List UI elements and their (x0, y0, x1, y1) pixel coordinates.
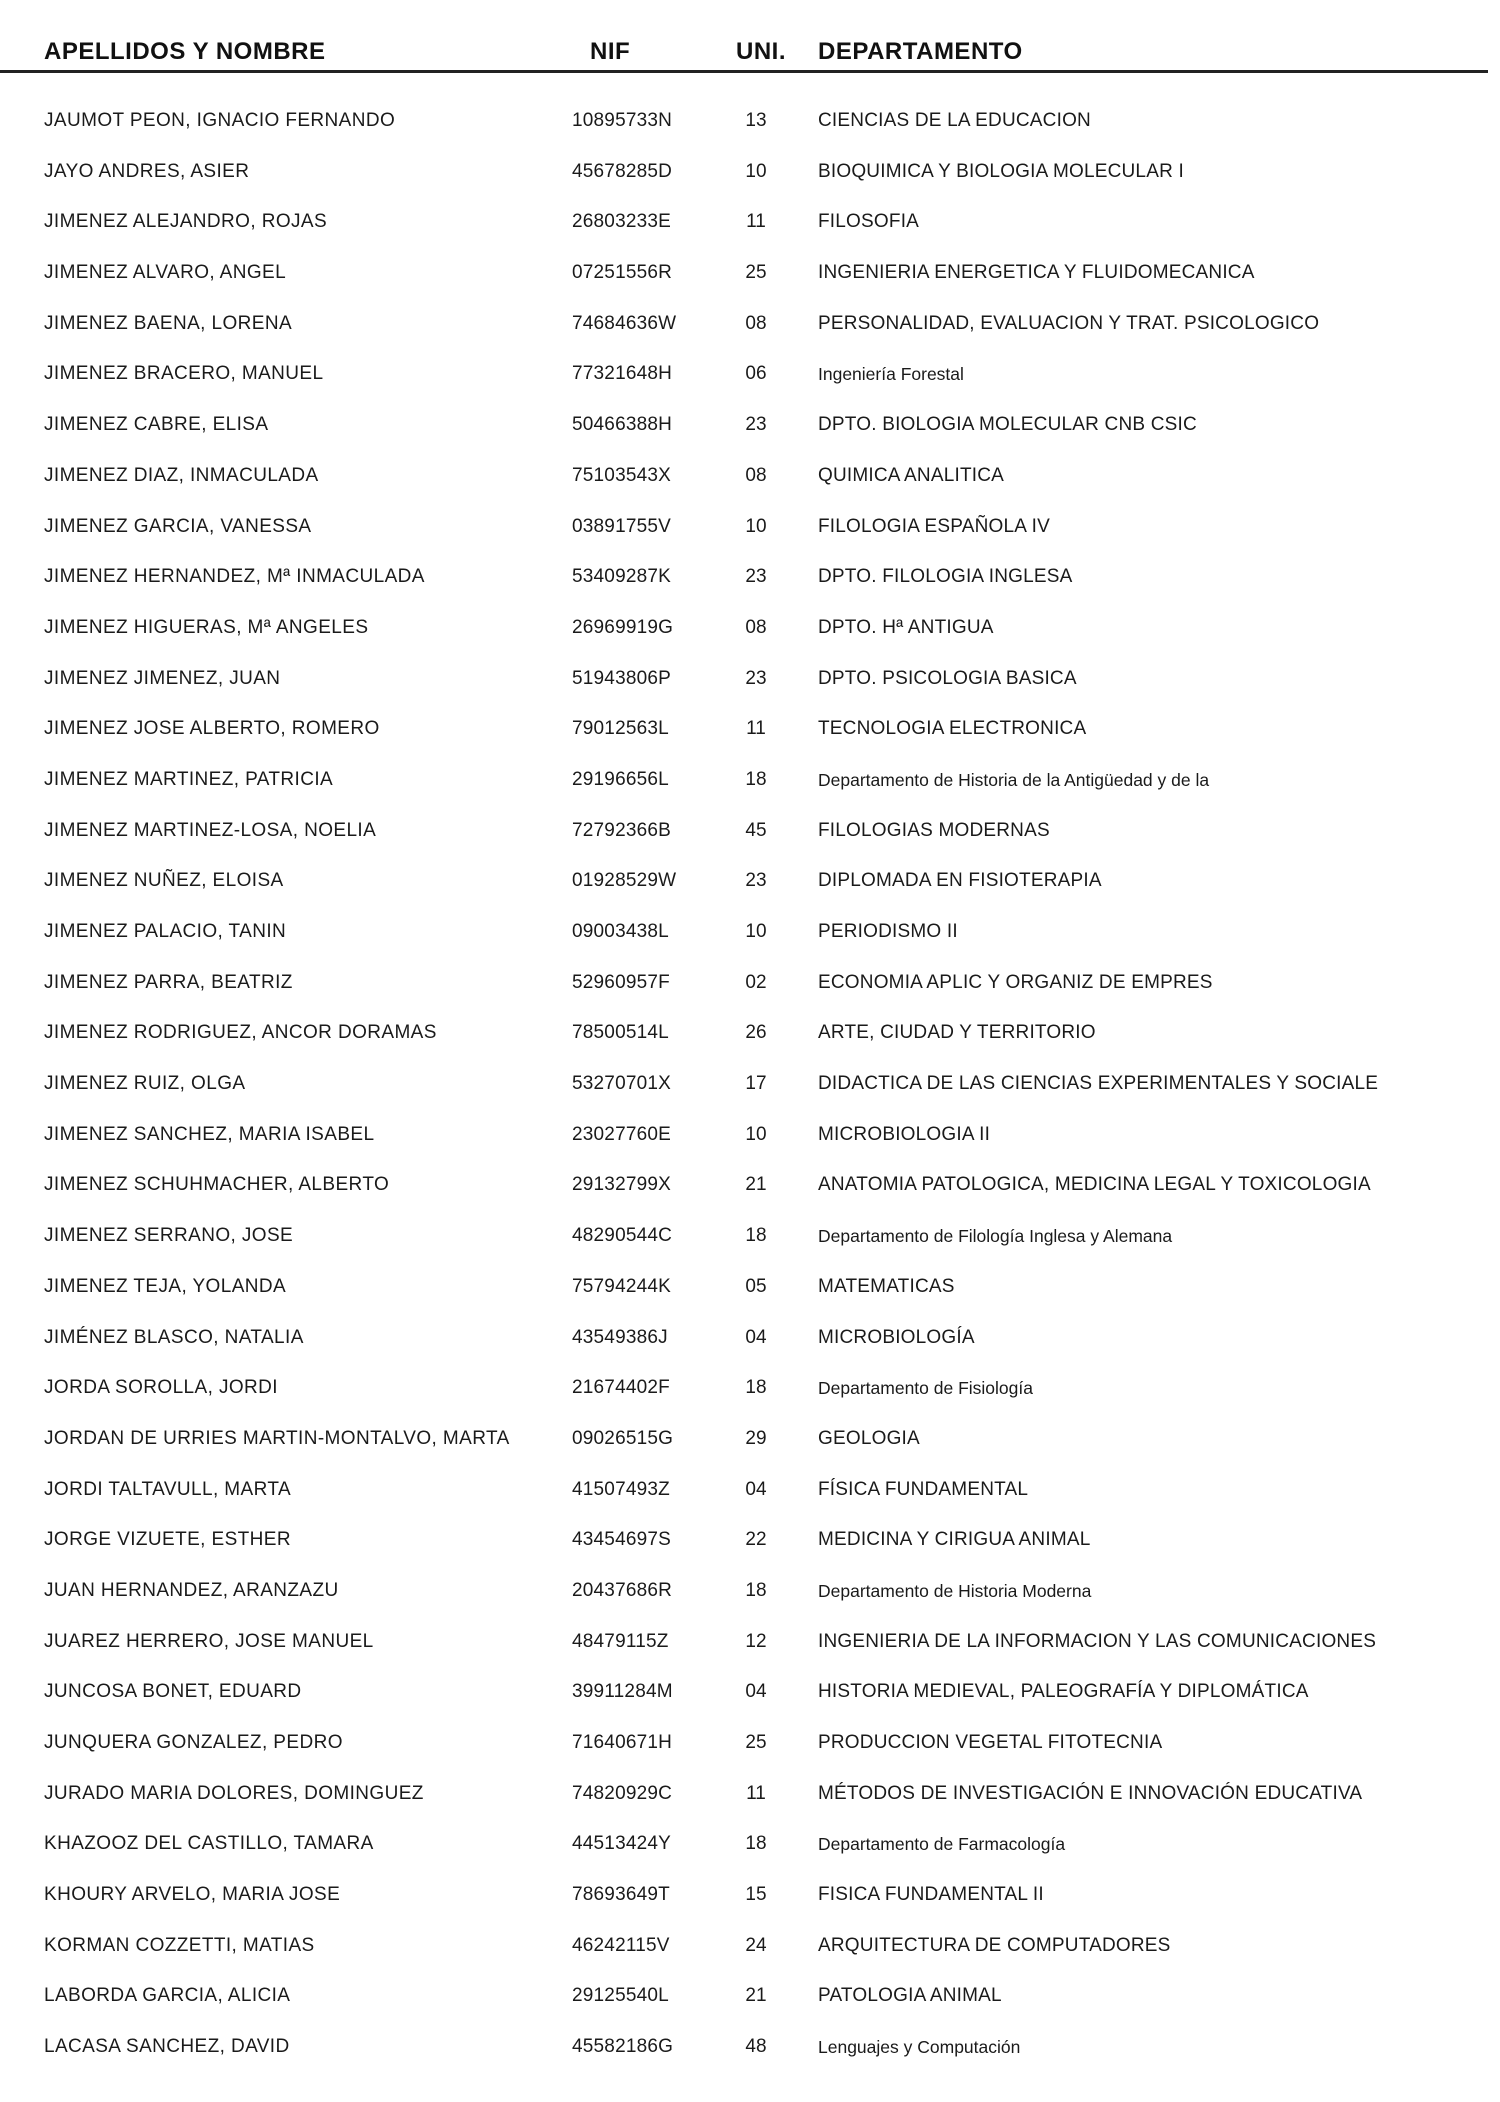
row-departamento: PRODUCCION VEGETAL FITOTECNIA (818, 1732, 1163, 1753)
table-row (0, 1317, 1500, 1368)
header-departamento: DEPARTAMENTO (818, 38, 1023, 65)
row-uni: 04 (745, 1478, 767, 1500)
row-name: JIMENEZ JOSE ALBERTO, ROMERO (44, 718, 380, 740)
row-nif: 45678285D (572, 160, 673, 182)
row-name: JIMENEZ SANCHEZ, MARIA ISABEL (44, 1123, 375, 1145)
table-row (0, 1266, 1500, 1317)
row-nif: 51943806P (572, 667, 672, 689)
row-departamento: FILOLOGIAS MODERNAS (818, 819, 1050, 841)
row-name: JIMENEZ HERNANDEZ, Mª INMACULADA (44, 566, 425, 588)
table-row (0, 607, 1500, 658)
row-departamento: HISTORIA MEDIEVAL, PALEOGRAFÍA Y DIPLOMÁTICA (818, 1681, 1309, 1703)
row-name: JORGE VIZUETE, ESTHER (44, 1529, 291, 1551)
row-name: JIMENEZ PARRA, BEATRIZ (44, 971, 293, 993)
table-row (0, 759, 1500, 810)
table-row (0, 810, 1500, 861)
table-row (0, 151, 1500, 202)
table-row (0, 860, 1500, 911)
row-departamento: Lenguajes y Computación (818, 2037, 1021, 2058)
row-nif: 79012563L (572, 718, 669, 740)
row-name: JORDAN DE URRIES MARTIN-MONTALVO, MARTA (44, 1427, 510, 1449)
header-uni: UNI. (736, 38, 786, 65)
row-nif: 07251556R (572, 262, 673, 284)
row-nif: 01928529W (572, 870, 677, 892)
row-name: JIMENEZ BRACERO, MANUEL (44, 363, 324, 385)
row-departamento: ARTE, CIUDAD Y TERRITORIO (818, 1022, 1096, 1044)
row-uni: 21 (745, 1985, 767, 2007)
header-nif: NIF (590, 38, 631, 65)
table-row (0, 1722, 1500, 1773)
row-name: JIMENEZ BAENA, LORENA (44, 312, 293, 334)
row-name: JORDI TALTAVULL, MARTA (44, 1478, 292, 1500)
row-nif: 71640671H (572, 1732, 673, 1753)
row-nif: 75794244K (572, 1275, 672, 1297)
row-name: LACASA SANCHEZ, DAVID (44, 2036, 290, 2058)
row-name: JURADO MARIA DOLORES, DOMINGUEZ (44, 1782, 424, 1804)
row-departamento: FISICA FUNDAMENTAL II (818, 1884, 1044, 1906)
table-row (0, 1621, 1500, 1672)
row-name: JIMENEZ PALACIO, TANIN (44, 921, 287, 942)
row-nif: 03891755V (572, 515, 672, 537)
table-row (0, 1570, 1500, 1621)
row-nif: 26969919G (572, 616, 674, 638)
row-uni: 05 (745, 1275, 767, 1297)
row-departamento: ECONOMIA APLIC Y ORGANIZ DE EMPRES (818, 971, 1213, 993)
table-row (0, 353, 1500, 404)
row-uni: 25 (745, 262, 767, 284)
row-nif: 23027760E (572, 1123, 672, 1145)
table-row (0, 1012, 1500, 1063)
row-name: JAUMOT PEON, IGNACIO FERNANDO (44, 110, 396, 131)
row-name: JIMÉNEZ BLASCO, NATALIA (44, 1326, 304, 1348)
table-row (0, 1164, 1500, 1215)
table-row (0, 455, 1500, 506)
row-departamento: GEOLOGIA (818, 1427, 920, 1449)
table-row (0, 100, 1500, 151)
table-row (0, 556, 1500, 607)
row-name: JIMENEZ NUÑEZ, ELOISA (44, 870, 284, 892)
table-row (0, 1773, 1500, 1824)
row-nif: 29132799X (572, 1174, 672, 1196)
row-departamento: FÍSICA FUNDAMENTAL (818, 1478, 1029, 1500)
row-uni: 04 (745, 1326, 767, 1348)
row-departamento: PERIODISMO II (818, 921, 958, 942)
table-row (0, 658, 1500, 709)
row-uni: 10 (745, 1123, 767, 1145)
table-row (0, 2026, 1500, 2077)
row-nif: 41507493Z (572, 1478, 670, 1500)
row-departamento: FILOLOGIA ESPAÑOLA IV (818, 515, 1050, 537)
row-uni: 45 (745, 819, 767, 841)
table-row (0, 1114, 1500, 1165)
row-departamento: Departamento de Farmacología (818, 1834, 1066, 1855)
table-row (0, 1063, 1500, 1114)
row-nif: 43549386J (572, 1326, 668, 1348)
row-departamento: MÉTODOS DE INVESTIGACIÓN E INNOVACIÓN EDUCATIVA (818, 1782, 1363, 1804)
row-name: JAYO ANDRES, ASIER (44, 160, 250, 182)
table-row (0, 1823, 1500, 1874)
row-nif: 10895733N (572, 110, 673, 131)
row-uni: 08 (745, 312, 767, 334)
row-uni: 29 (745, 1427, 767, 1449)
row-name: KHOURY ARVELO, MARIA JOSE (44, 1884, 341, 1906)
row-uni: 08 (745, 464, 767, 486)
row-name: JIMENEZ CABRE, ELISA (44, 414, 269, 436)
row-departamento: DIDACTICA DE LAS CIENCIAS EXPERIMENTALES Y SOCIALE (818, 1073, 1379, 1095)
row-uni: 10 (745, 921, 767, 942)
row-nif: 39911284M (572, 1681, 673, 1703)
row-departamento: MICROBIOLOGÍA (818, 1326, 975, 1348)
row-nif: 74820929C (572, 1782, 673, 1804)
row-departamento: Ingeniería Forestal (818, 364, 964, 385)
row-name: JIMENEZ RUIZ, OLGA (44, 1073, 246, 1095)
row-uni: 10 (745, 515, 767, 537)
row-nif: 48290544C (572, 1225, 673, 1247)
row-nif: 29125540L (572, 1985, 669, 2007)
row-departamento: CIENCIAS DE LA EDUCACION (818, 110, 1091, 131)
row-departamento: BIOQUIMICA Y BIOLOGIA MOLECULAR I (818, 160, 1184, 182)
row-uni: 18 (745, 1833, 767, 1855)
row-uni: 23 (745, 414, 767, 436)
row-uni: 02 (745, 971, 767, 993)
row-uni: 48 (745, 2036, 767, 2058)
table-row (0, 1215, 1500, 1266)
row-nif: 78500514L (572, 1022, 669, 1044)
row-nif: 50466388H (572, 414, 673, 436)
row-nif: 20437686R (572, 1579, 673, 1601)
table-row (0, 1519, 1500, 1570)
row-nif: 29196656L (572, 768, 669, 790)
row-departamento: ANATOMIA PATOLOGICA, MEDICINA LEGAL Y TOXICOLOGIA (818, 1174, 1371, 1196)
row-departamento: DPTO. Hª ANTIGUA (818, 616, 994, 638)
table-row (0, 252, 1500, 303)
table-body (0, 100, 1500, 2077)
row-name: JIMENEZ RODRIGUEZ, ANCOR DORAMAS (44, 1022, 437, 1044)
row-name: JIMENEZ TEJA, YOLANDA (44, 1275, 287, 1297)
row-nif: 43454697S (572, 1529, 672, 1551)
row-nif: 75103543X (572, 464, 672, 486)
row-uni: 10 (745, 160, 767, 182)
row-departamento: FILOSOFIA (818, 211, 920, 233)
row-uni: 12 (745, 1630, 767, 1652)
row-uni: 24 (745, 1934, 767, 1956)
row-name: JIMENEZ DIAZ, INMACULADA (44, 464, 319, 486)
row-nif: 26803233E (572, 211, 672, 233)
row-departamento: MATEMATICAS (818, 1275, 955, 1297)
row-departamento: MEDICINA Y CIRIGUA ANIMAL (818, 1529, 1091, 1551)
row-uni: 26 (745, 1022, 767, 1044)
row-uni: 18 (745, 1579, 767, 1601)
row-departamento: DPTO. BIOLOGIA MOLECULAR CNB CSIC (818, 414, 1197, 436)
row-name: JIMENEZ SCHUHMACHER, ALBERTO (44, 1174, 390, 1196)
row-nif: 52960957F (572, 971, 670, 993)
row-uni: 04 (745, 1681, 767, 1703)
table-row (0, 1874, 1500, 1925)
row-departamento: PATOLOGIA ANIMAL (818, 1985, 1002, 2007)
row-uni: 23 (745, 667, 767, 689)
table-row (0, 1469, 1500, 1520)
row-name: JUNCOSA BONET, EDUARD (44, 1681, 302, 1703)
row-uni: 18 (745, 768, 767, 790)
row-name: LABORDA GARCIA, ALICIA (44, 1985, 291, 2007)
row-uni: 08 (745, 616, 767, 638)
table-row (0, 962, 1500, 1013)
row-name: JIMENEZ HIGUERAS, Mª ANGELES (44, 616, 369, 638)
row-uni: 22 (745, 1529, 767, 1551)
row-departamento: DPTO. FILOLOGIA INGLESA (818, 566, 1073, 588)
row-nif: 48479115Z (572, 1630, 669, 1652)
row-nif: 46242115V (572, 1934, 670, 1956)
row-name: JIMENEZ ALVARO, ANGEL (44, 262, 287, 284)
table-row (0, 404, 1500, 455)
row-departamento: Departamento de Filología Inglesa y Alemana (818, 1226, 1173, 1247)
table-row (0, 1367, 1500, 1418)
row-name: JIMENEZ SERRANO, JOSE (44, 1225, 294, 1247)
row-name: KORMAN COZZETTI, MATIAS (44, 1934, 315, 1956)
row-nif: 45582186G (572, 2036, 674, 2058)
row-departamento: Departamento de Historia Moderna (818, 1580, 1092, 1601)
row-uni: 23 (745, 566, 767, 588)
row-uni: 11 (746, 718, 766, 740)
row-name: KHAZOOZ DEL CASTILLO, TAMARA (44, 1833, 374, 1855)
row-uni: 21 (745, 1174, 767, 1196)
row-departamento: INGENIERIA DE LA INFORMACION Y LAS COMUNICACIONES (818, 1630, 1377, 1652)
row-departamento: MICROBIOLOGIA II (818, 1123, 991, 1145)
row-nif: 77321648H (572, 363, 673, 385)
row-uni: 11 (746, 1782, 766, 1804)
row-departamento: DIPLOMADA EN FISIOTERAPIA (818, 870, 1102, 892)
row-departamento: ARQUITECTURA DE COMPUTADORES (818, 1934, 1171, 1956)
row-nif: 09026515G (572, 1427, 674, 1449)
table-header (0, 0, 1500, 76)
row-departamento: QUIMICA ANALITICA (818, 464, 1005, 486)
row-name: JUAREZ HERRERO, JOSE MANUEL (44, 1630, 374, 1652)
row-uni: 11 (746, 211, 766, 233)
row-departamento: TECNOLOGIA ELECTRONICA (818, 718, 1087, 740)
row-nif: 21674402F (572, 1377, 670, 1399)
row-name: JIMENEZ GARCIA, VANESSA (44, 515, 312, 537)
row-uni: 06 (745, 363, 767, 385)
row-uni: 25 (745, 1732, 767, 1753)
row-departamento: INGENIERIA ENERGETICA Y FLUIDOMECANICA (818, 262, 1255, 284)
row-nif: 74684636W (572, 312, 677, 334)
row-departamento: Departamento de Historia de la Antigüedad y de la (818, 769, 1210, 790)
row-uni: 13 (745, 110, 767, 131)
header-divider (0, 70, 1488, 73)
table-row (0, 911, 1500, 962)
row-uni: 18 (745, 1377, 767, 1399)
row-name: JUNQUERA GONZALEZ, PEDRO (44, 1732, 343, 1753)
row-nif: 72792366B (572, 819, 672, 841)
row-uni: 23 (745, 870, 767, 892)
row-name: JUAN HERNANDEZ, ARANZAZU (44, 1579, 339, 1601)
row-name: JIMENEZ MARTINEZ-LOSA, NOELIA (44, 819, 377, 841)
table-row (0, 1671, 1500, 1722)
row-name: JIMENEZ MARTINEZ, PATRICIA (44, 768, 334, 790)
table-row (0, 201, 1500, 252)
header-name: APELLIDOS Y NOMBRE (44, 38, 326, 65)
row-nif: 53409287K (572, 566, 672, 588)
table-row (0, 1925, 1500, 1976)
row-nif: 78693649T (572, 1884, 670, 1906)
row-uni: 15 (745, 1884, 767, 1906)
row-departamento: DPTO. PSICOLOGIA BASICA (818, 667, 1077, 689)
row-uni: 17 (745, 1073, 767, 1095)
table-row (0, 708, 1500, 759)
table-row (0, 1418, 1500, 1469)
row-name: JIMENEZ ALEJANDRO, ROJAS (44, 211, 328, 233)
row-uni: 18 (745, 1225, 767, 1247)
row-name: JORDA SOROLLA, JORDI (44, 1377, 278, 1399)
row-nif: 44513424Y (572, 1833, 672, 1855)
row-departamento: Departamento de Fisiología (818, 1378, 1033, 1399)
row-name: JIMENEZ JIMENEZ, JUAN (44, 667, 281, 689)
table-row (0, 506, 1500, 557)
row-nif: 09003438L (572, 921, 669, 942)
row-departamento: PERSONALIDAD, EVALUACION Y TRAT. PSICOLOGICO (818, 312, 1320, 334)
table-row (0, 303, 1500, 354)
row-nif: 53270701X (572, 1073, 672, 1095)
table-row (0, 1975, 1500, 2026)
